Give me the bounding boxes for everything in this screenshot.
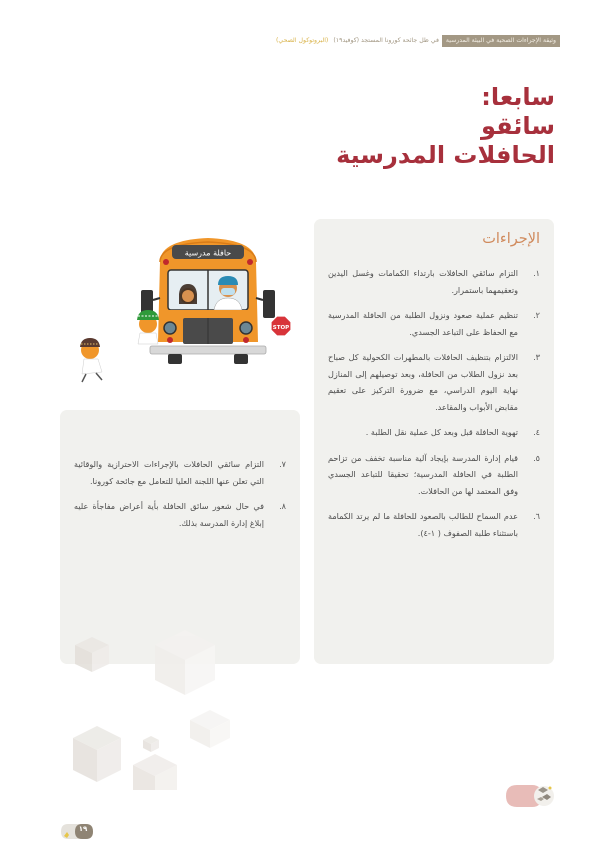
section-title-line-1: سابعا:: [481, 83, 555, 111]
procedures-heading: الإجراءات: [482, 231, 540, 247]
svg-text:حافلة مدرسية: حافلة مدرسية: [184, 248, 232, 258]
svg-text:STOP: STOP: [272, 325, 290, 331]
procedure-text: قيام إدارة المدرسة بإيجاد آلية مناسبة تخفف من تزاحم الطلبة في الحافلة المدرسية؛ تحقيقا للتباعد الجسدي وفق المعتمد لها من الحافلات.: [328, 452, 518, 496]
procedure-text: عدم السماح للطالب بالصعود للحافلة ما لم يرتد الكمامة باستثناء طلبة الصفوف ( ١-٤).: [328, 511, 518, 538]
procedure-text: التزام سائقي الحافلات بالإجراءات الاحترازية والوقائية التي تعلن عنها اللجنة العليا للتعامل مع جائحة كورونا.: [74, 459, 264, 486]
procedure-number: ٦.: [533, 511, 540, 521]
procedure-item: [328, 265, 540, 298]
procedure-number: ٤.: [533, 427, 540, 437]
student-figure-icon: [137, 310, 159, 344]
procedure-text: تنظيم عملية صعود ونزول الطلبة من الحافلة المدرسية مع الحفاظ على التباعد الجسدي.: [328, 310, 518, 337]
procedure-item: [328, 450, 540, 500]
running-header: [274, 35, 560, 47]
procedure-number: ١.: [533, 268, 540, 278]
procedure-number: ٧.: [279, 459, 286, 469]
running-student-icon: [80, 338, 102, 382]
procedure-number: ٨.: [279, 501, 286, 511]
header-document-title: وثيقة الإجراءات الصحية في البيئة المدرسية: [442, 35, 560, 47]
header-subtitle: في ظل جائحة كورونا المستجد (كوفيد١٩): [333, 37, 439, 44]
section-title-line-2: سائقو: [481, 112, 555, 140]
section-title: [336, 83, 555, 170]
section-title-line-3: الحافلات المدرسية: [336, 141, 555, 169]
school-bus-illustration: [68, 232, 293, 387]
header-protocol-label: (البروتوكول الصحي): [276, 37, 329, 44]
procedure-item: [328, 508, 540, 541]
corner-decoration-icon: [504, 783, 554, 809]
stop-sign-icon: [271, 316, 291, 336]
procedure-item: [74, 498, 286, 531]
bus-icon: [141, 238, 275, 364]
procedure-number: ٣.: [533, 352, 540, 362]
decorative-cubes: [55, 620, 265, 790]
page-number: ١٩: [78, 825, 88, 833]
procedures-continued-list: [74, 456, 286, 540]
procedure-text: التزام سائقي الحافلات بارتداء الكمامات وغسل اليدين وتعقيمهما باستمرار.: [328, 268, 518, 295]
procedure-number: ٥.: [533, 452, 540, 463]
procedure-text: الالتزام بتنظيف الحافلات بالمطهرات الكحولية كل صباح بعد نزول الطلاب من الحافلة، وبعد توصيلهم إلى المنازل نهاية اليوم الدراسي، مع ضرورة التركيز على تعقيم مقابض الأبواب والمقاعد.: [328, 352, 518, 412]
procedure-text: في حال شعور سائق الحافلة بأية أعراض مفاجأة عليه إبلاغ إدارة المدرسة بذلك.: [74, 501, 264, 528]
procedure-item: [328, 424, 540, 441]
procedure-text: تهوية الحافلة قبل وبعد كل عملية نقل الطلبة .: [365, 427, 518, 437]
procedure-item: [328, 307, 540, 340]
procedure-item: [328, 349, 540, 415]
procedure-item: [74, 456, 286, 489]
procedures-list: [328, 265, 540, 550]
procedures-panel: [314, 219, 554, 664]
procedure-number: ٢.: [533, 310, 540, 320]
